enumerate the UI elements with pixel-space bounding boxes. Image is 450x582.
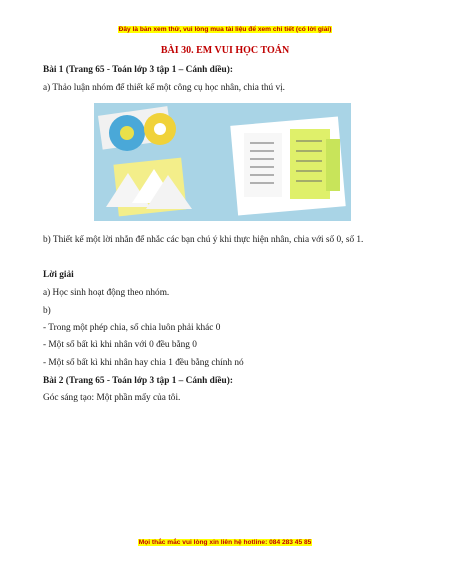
preview-banner-text: Đây là bản xem thử, vui lòng mua tài liệu để xem chi tiết (có lời giải): [118, 26, 332, 33]
solution-b: b): [43, 306, 51, 316]
solution-item: - Một số bất kì khi nhân hay chia 1 đều bằng chính nó: [43, 358, 244, 368]
exercise-2-heading: Bài 2 (Trang 65 - Toán lớp 3 tập 1 – Cánh diều):: [43, 376, 233, 386]
exercise-1-heading: Bài 1 (Trang 65 - Toán lớp 3 tập 1 – Cánh diều):: [43, 65, 233, 75]
illustration-math-tools: [94, 103, 351, 221]
solution-item: - Trong một phép chia, số chia luôn phải khác 0: [43, 323, 221, 333]
page-title: BÀI 30. EM VUI HỌC TOÁN: [160, 45, 290, 56]
hotline-banner-text: Mọi thắc mắc vui lòng xin liên hệ hotline: 084 283 45 85: [138, 539, 312, 546]
exercise-2-text: Góc sáng tạo: Một phần mấy của tôi.: [43, 393, 181, 403]
preview-banner: [0, 26, 450, 33]
solution-heading: Lời giải: [43, 270, 74, 280]
exercise-1-question-a: a) Thảo luận nhóm để thiết kế một công cụ học nhân, chia thú vị.: [43, 83, 286, 93]
exercise-1-question-b: b) Thiết kế một lời nhắn để nhắc các bạn chú ý khi thực hiện nhân, chia với số 0, số 1.: [43, 235, 364, 245]
hotline-banner: [0, 539, 450, 546]
solution-item: - Một số bất kì khi nhân với 0 đều bằng 0: [43, 340, 197, 350]
solution-a: a) Học sinh hoạt động theo nhóm.: [43, 288, 170, 298]
